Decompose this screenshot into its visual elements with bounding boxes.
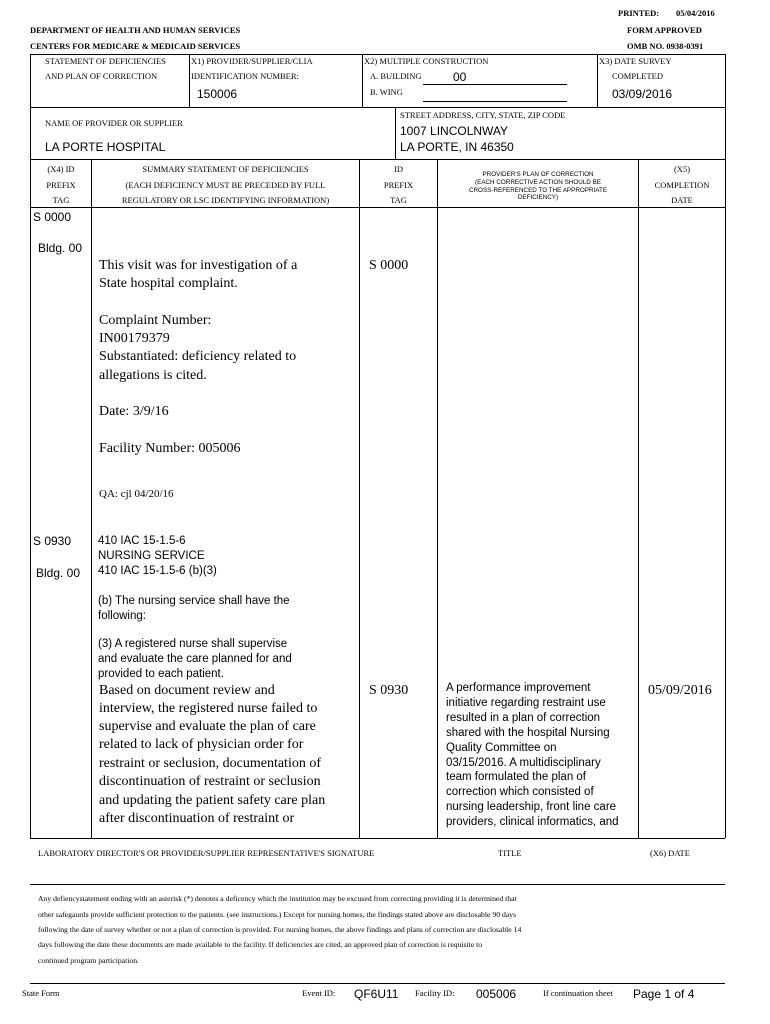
regulation-line1: 410 IAC 15-1.5-6	[98, 535, 186, 547]
col-x4-line1: (X4) ID	[47, 164, 75, 174]
printed-label: PRINTED:	[618, 8, 660, 18]
col-plan-line2: (EACH CORRECTIVE ACTION SHOULD BE	[475, 179, 601, 186]
col-x4-line3: TAG	[52, 195, 70, 205]
regulation-line2: NURSING SERVICE	[98, 550, 205, 562]
provider-id-number: 150006	[197, 87, 238, 101]
x2-label: X2) MULTIPLE CONSTRUCTION	[364, 56, 489, 66]
col-id-line3: TAG	[390, 195, 407, 205]
disclaimer-line: Any defiencystatement ending with an asterisk (*) denotes a deficency which the institution may be excused from correcting providing it is determined that	[38, 894, 517, 903]
entry2-building: Bldg. 00	[36, 566, 81, 580]
plan-line: resulted in a plan of correction	[446, 712, 601, 724]
building-value: 00	[453, 70, 467, 84]
centers-name: CENTERS FOR MEDICARE & MEDICAID SERVICES	[30, 41, 241, 51]
plan-line: 03/15/2016. A multidisciplinary	[446, 757, 601, 769]
finding-line: discontinuation of restraint or seclusion	[99, 774, 321, 789]
page-number: Page 1 of 4	[633, 987, 695, 1001]
finding-line: and updating the patient safety care plan	[99, 793, 326, 808]
plan-line: shared with the hospital Nursing	[446, 727, 610, 739]
wing-label: B. WING	[370, 87, 403, 97]
col-x5-line2: COMPLETION	[654, 180, 710, 190]
entry1-tag: S 0000	[33, 210, 72, 224]
printed-date: 05/04/2016	[676, 8, 715, 18]
address-line-2: LA PORTE, IN 46350	[400, 140, 514, 154]
finding-line: Based on document review and	[99, 683, 275, 698]
x1-label: X1) PROVIDER/SUPPLIER/CLIA	[191, 56, 313, 66]
disclaimer-line: following the date of survey whether or not a plan of correction is provided. For nursing homes, the above findings and plans of correction are disclosable 14	[38, 925, 522, 934]
entry1-building: Bldg. 00	[38, 241, 83, 255]
rule-b-line1: (b) The nursing service shall have the	[98, 595, 290, 607]
substantiated-line2: allegations is cited.	[99, 368, 207, 383]
complaint-label: Complaint Number:	[99, 313, 212, 328]
col-plan-line4: DEFICIENCY)	[517, 194, 559, 201]
finding-line: supervise and evaluate the plan of care	[99, 719, 316, 734]
col-summary-line1: SUMMARY STATEMENT OF DEFICIENCIES	[142, 164, 309, 174]
disclaimer-line: other safegaurds provide sufficient protection to the patients. (see instructions.) Except for nursing homes, the findings stated above are disclosable 90 days	[38, 910, 517, 919]
state-form-label: State Form	[22, 988, 60, 998]
plan-line: initiative regarding restraint use	[446, 697, 606, 709]
plan-line: team formulated the plan of	[446, 771, 586, 783]
address-label: STREET ADDRESS, CITY, STATE, ZIP CODE	[400, 110, 566, 120]
rule-3-line3: provided to each patient.	[98, 668, 224, 680]
col-summary-line3: REGULATORY OR LSC IDENTIFYING INFORMATION)	[121, 195, 330, 205]
title-label: TITLE	[498, 848, 522, 858]
disclaimer-line: days following the date these documents are made available to the facility. If deficiencies are cited, an approved plan of correction is requisite to	[38, 940, 483, 949]
rule-3-line1: (3) A registered nurse shall supervise	[98, 638, 288, 650]
building-label: A. BUILDING	[370, 71, 422, 81]
address-line-1: 1007 LINCOLNWAY	[400, 124, 509, 138]
entry2-tag: S 0930	[33, 534, 72, 548]
regulation-line3: 410 IAC 15-1.5-6 (b)(3)	[98, 565, 217, 577]
department-name: DEPARTMENT OF HEALTH AND HUMAN SERVICES	[30, 25, 241, 35]
survey-date: 03/09/2016	[612, 87, 673, 101]
statement-label-1: STATEMENT OF DEFICIENCIES	[45, 56, 167, 66]
plan-line: nursing leadership, front line care	[446, 801, 617, 813]
plan-line: providers, clinical informatics, and	[446, 816, 619, 828]
x1-sublabel: IDENTIFICATION NUMBER:	[191, 71, 299, 81]
finding-line: after discontinuation of restraint or	[99, 811, 295, 826]
entry1-id-tag: S 0000	[369, 258, 409, 273]
col-x4-line2: PREFIX	[46, 180, 76, 190]
plan-line: Quality Committee on	[446, 742, 557, 754]
col-x5-line1: (X5)	[673, 164, 691, 174]
provider-name: LA PORTE HOSPITAL	[45, 140, 166, 154]
col-id-line1: ID	[394, 164, 403, 174]
finding-line: restraint or seclusion, documentation of	[99, 756, 321, 771]
rule-3-line2: and evaluate the care planned for and	[98, 653, 292, 665]
facility-number-line: Facility Number: 005006	[99, 441, 241, 456]
date-line: Date: 3/9/16	[99, 404, 169, 419]
qa-line: QA: cjl 04/20/16	[99, 488, 174, 500]
facility-id-value: 005006	[476, 987, 517, 1001]
statement-label-2: AND PLAN OF CORRECTION	[45, 71, 158, 81]
disclaimer-line: continued program participation.	[38, 956, 139, 965]
x3-label: X3) DATE SURVEY	[599, 56, 672, 66]
finding-line: interview, the registered nurse failed to	[99, 701, 318, 716]
col-plan-line1: PROVIDER'S PLAN OF CORRECTION	[482, 171, 594, 178]
x6-date-label: (X6) DATE	[650, 848, 690, 858]
col-id-line2: PREFIX	[383, 180, 414, 190]
facility-id-label: Facility ID:	[415, 988, 455, 998]
entry1-text-line1: This visit was for investigation of a	[99, 258, 298, 273]
event-id-label: Event ID:	[302, 988, 336, 998]
finding-line: related to lack of physician order for	[99, 737, 304, 752]
form-approved: FORM APPROVED	[627, 25, 702, 35]
entry2-id-tag: S 0930	[369, 683, 409, 698]
entry1-text-line2: State hospital complaint.	[99, 276, 238, 291]
event-id-value: QF6U11	[354, 987, 399, 1001]
signature-label: LABORATORY DIRECTOR'S OR PROVIDER/SUPPLIER REPRESENTATIVE'S SIGNATURE	[38, 848, 375, 858]
plan-line: correction which consisted of	[446, 786, 594, 798]
plan-line: A performance improvement	[446, 682, 591, 694]
substantiated-line1: Substantiated: deficiency related to	[99, 349, 297, 364]
col-x5-line3: DATE	[671, 195, 693, 205]
rule-b-line2: following:	[98, 610, 146, 622]
x3-sublabel: COMPLETED	[612, 71, 663, 81]
completion-date: 05/09/2016	[648, 683, 712, 698]
omb-number: OMB NO. 0938-0391	[627, 41, 704, 51]
provider-name-label: NAME OF PROVIDER OR SUPPLIER	[45, 118, 183, 128]
continuation-label: If continuation sheet	[543, 988, 613, 998]
complaint-number: IN00179379	[99, 331, 170, 346]
col-summary-line2: (EACH DEFICIENCY MUST BE PRECEDED BY FULL	[125, 180, 326, 190]
col-plan-line3: CROSS-REFERENCED TO THE APPROPRIATE	[468, 187, 608, 194]
